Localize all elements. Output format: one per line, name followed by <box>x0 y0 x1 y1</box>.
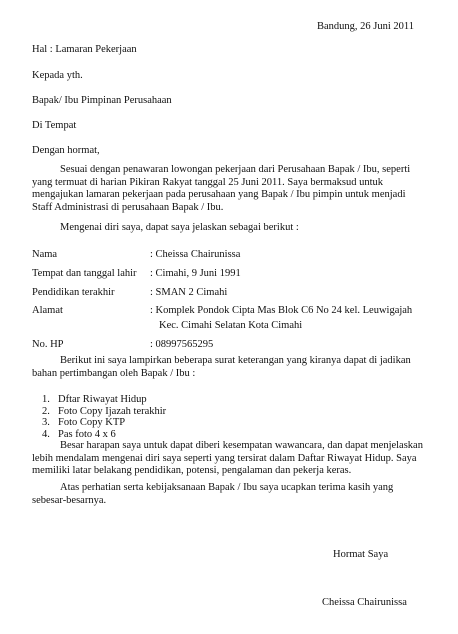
list-item <box>32 417 166 429</box>
list-item <box>32 394 166 406</box>
list-text: Dftar Riwayat Hidup <box>58 394 147 405</box>
detail-row <box>32 339 432 353</box>
detail-label: Alamat <box>32 305 63 316</box>
detail-value: : 08997565295 <box>150 339 214 350</box>
detail-row <box>32 249 432 263</box>
addressee-label: Kepada yth. <box>32 70 83 81</box>
detail-label: Tempat dan tanggal lahir <box>32 268 137 279</box>
intro-paragraph: Sesuai dengan penawaran lowongan pekerjaan dari Perusahaan Bapak / Ibu, seperti yang termuat di harian Pikiran Rakyat tanggal 25 Juni 2011. Saya bermaksud untuk mengajukan lamaran pekerjaan pada perusahaan yang Bapak / Ibu pimpin untuk menjadi Staff Administrasi di perusahaan Bapak / Ibu. <box>32 164 411 213</box>
hope-paragraph: Besar harapan saya untuk dapat diberi kesempatan wawancara, dan dapat menjelaskan lebih mendalam mengenai diri saya seperti yang tersirat dalam Daftar Riwayat Hidup. Saya memiliki latar belakang pendidikan, potensi, pengalaman dan pekerja keras. <box>32 440 423 476</box>
recipient-location: Di Tempat <box>32 120 77 131</box>
signature-name: Cheissa Chairunissa <box>322 597 407 608</box>
detail-value: : Komplek Pondok Cipta Mas Blok C6 No 24 kel. Leuwigajah <box>150 305 413 316</box>
list-number: 1. <box>42 394 50 405</box>
list-text: Foto Copy KTP <box>58 417 126 428</box>
detail-value: : SMAN 2 Cimahi <box>150 287 228 298</box>
closing: Hormat Saya <box>333 549 389 560</box>
detail-label: No. HP <box>32 339 64 350</box>
place-date: Bandung, 26 Juni 2011 <box>317 21 415 32</box>
attachments-intro: Berikut ini saya lampirkan beberapa surat keterangan yang kiranya dapat di jadikan bahan pertimbangan oleh Bapak / Ibu : <box>32 355 411 379</box>
detail-value: Kec. Cimahi Selatan Kota Cimahi <box>159 320 303 331</box>
self-intro: Mengenai diri saya, dapat saya jelaskan sebagai berikut : <box>60 222 299 233</box>
list-number: 2. <box>42 405 50 417</box>
detail-label: Nama <box>32 249 58 260</box>
thanks-paragraph: Atas perhatian serta kebijaksanaan Bapak / Ibu saya ucapkan terima kasih yang sebesar-besarnya. <box>32 482 394 506</box>
detail-label: Pendidikan terakhir <box>32 287 115 298</box>
list-item <box>32 406 166 418</box>
detail-row <box>32 287 432 301</box>
list-number: 3. <box>42 417 50 428</box>
list-text: Foto Copy Ijazah terakhir <box>58 405 167 417</box>
detail-value: : Cheissa Chairunissa <box>150 249 241 260</box>
list-number: 4. <box>42 428 50 440</box>
detail-value: : Cimahi, 9 Juni 1991 <box>150 268 241 279</box>
subject-line: Hal : Lamaran Pekerjaan <box>32 44 137 55</box>
list-text: Pas foto 4 x 6 <box>58 428 116 440</box>
detail-row <box>32 268 432 282</box>
detail-row <box>32 305 432 319</box>
greeting: Dengan hormat, <box>32 145 100 156</box>
recipient: Bapak/ Ibu Pimpinan Perusahaan <box>32 95 172 106</box>
list-item <box>32 429 166 441</box>
attachments-list <box>32 394 166 440</box>
detail-row <box>32 320 432 334</box>
